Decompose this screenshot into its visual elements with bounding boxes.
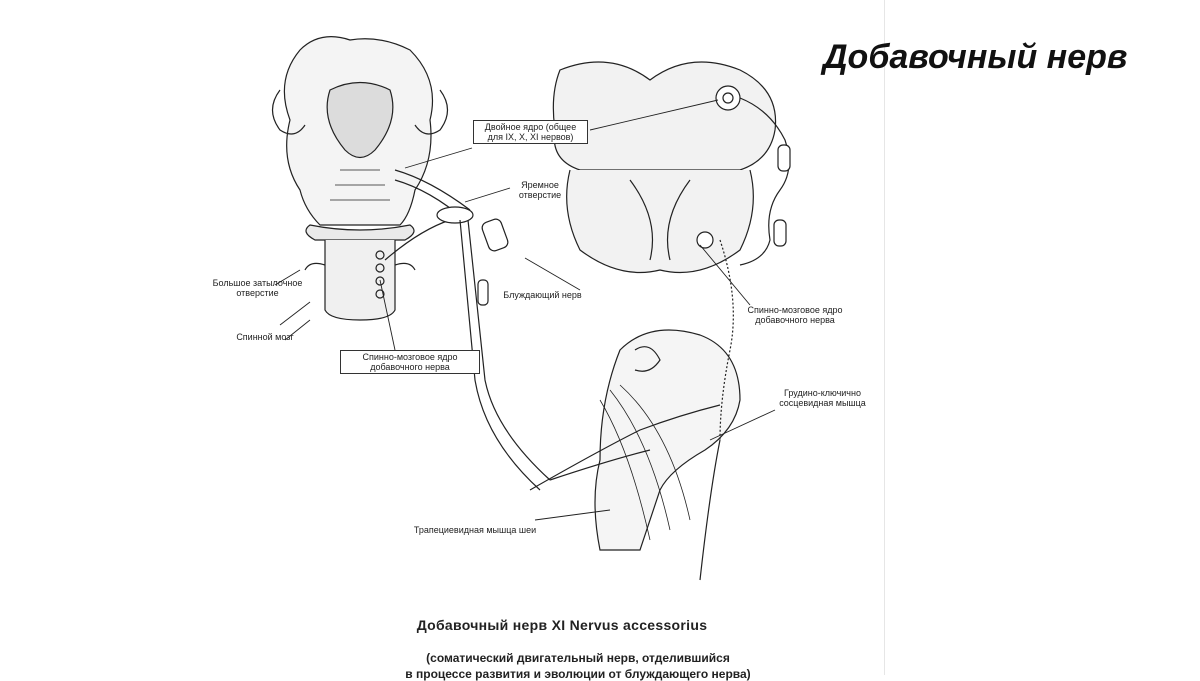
double-nucleus-label: Двойное ядро (общее для IX, X, XI нервов) [473, 120, 588, 144]
figure-subcaption-1-text: (соматический двигательный нерв, отделившийся [426, 651, 730, 665]
cross-sections [553, 62, 790, 273]
trapezius-label: Трапециевидная мышца шеи [413, 525, 537, 535]
spinal-nucleus-right-label: Спинно-мозговое ядро добавочного нерва [747, 305, 843, 325]
figure-subcaption-2 [0, 667, 1200, 681]
accessory-nerve-diagram [180, 20, 880, 620]
jugular-foramen-label: Яремное отверстие [518, 180, 562, 200]
slide-divider [884, 0, 885, 675]
slide-title: Добавочный нерв [823, 38, 1128, 76]
spinal-cord-label: Спинной мозг [236, 332, 294, 342]
figure-caption-text: Добавочный нерв XI Nervus accessorius [416, 617, 708, 633]
figure-subcaption-2-text: в процессе развития и эволюции от блуждающего нерва) [405, 667, 751, 681]
foramen-magnum-label: Большое затылочное отверстие [212, 278, 303, 298]
vagus-nerve-label: Блуждающий нерв [503, 290, 582, 300]
nerve-roots [385, 170, 550, 490]
figure-caption [0, 617, 1200, 633]
sternocleidomastoid-label: Грудино-ключично сосцевидная мышца [779, 388, 866, 408]
spinal-nucleus-box-label: Спинно-мозговое ядро добавочного нерва [340, 350, 480, 374]
figure-subcaption-1 [0, 651, 1200, 665]
